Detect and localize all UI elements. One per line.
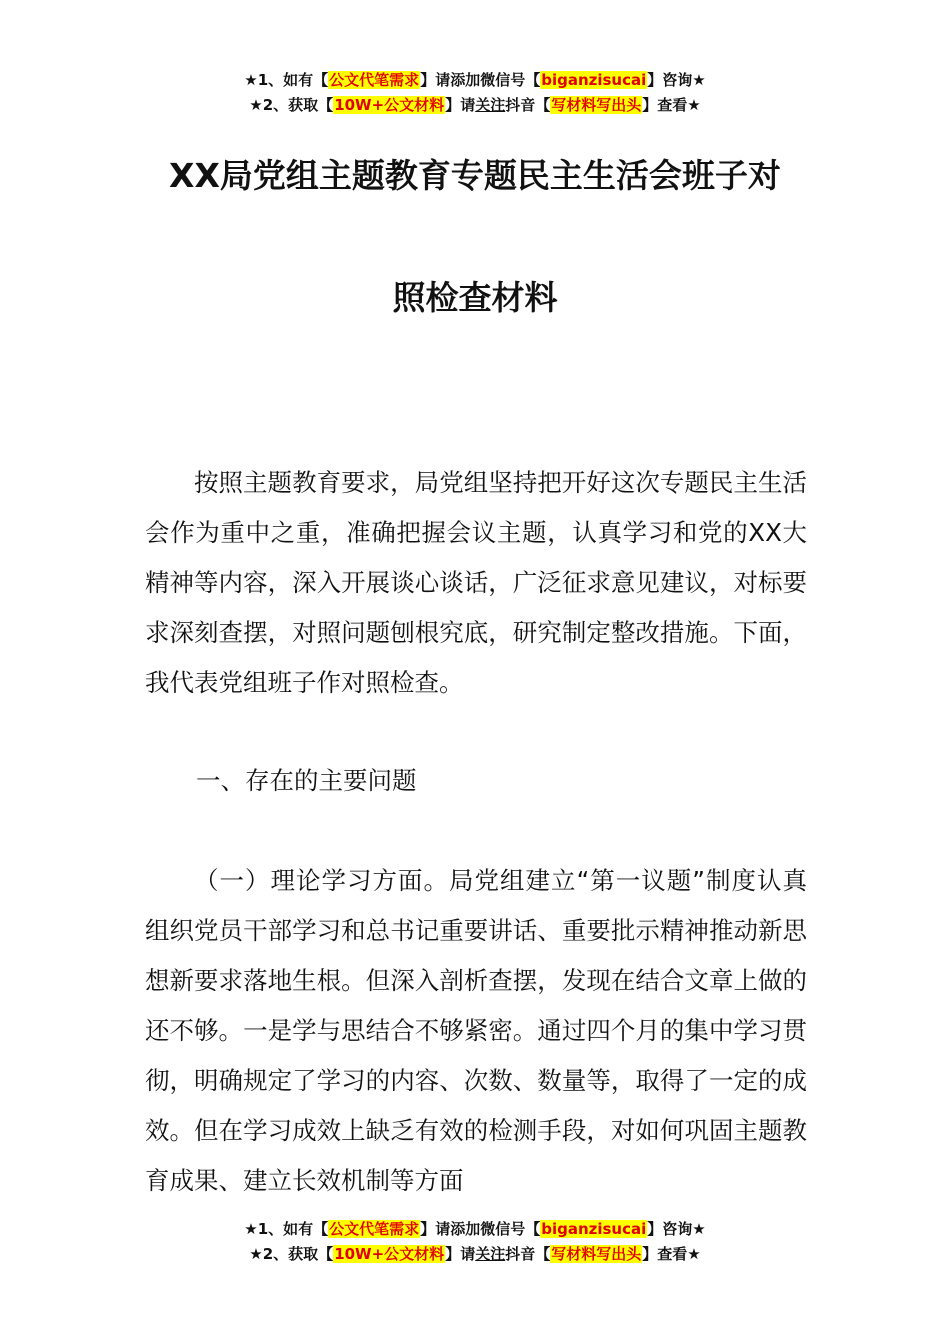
underlined-follow: 关注 (475, 1245, 506, 1263)
promo-line-2: ★2、获取【10W+公文材料】请关注抖音【写材料写出头】查看★ (249, 96, 701, 114)
highlight-service: 公文代笔需求 (329, 1220, 420, 1238)
document-title-line-1: XX局党组主题教育专题民主生活会班子对 (169, 156, 781, 195)
document-title-line-2: 照检查材料 (392, 278, 558, 317)
highlight-douyin-account: 写材料写出头 (551, 1245, 642, 1263)
underlined-follow: 关注 (475, 96, 506, 114)
section-paragraph: （一）理论学习方面。局党组建立“第一议题”制度认真组织党员干部学习和总书记重要讲话、重要批示精神推动新思想新要求落地生根。但深入剖析查摆，发现在结合文章上做的还不够。一是学与思结合不够紧密。通过四个月的集中学习贯彻，明确规定了学习的内容、次数、数量等，取得了一定的成效。但在学习成效上缺乏有效的检测手段，对如何巩固主题教育成果、建立长效机制等方面 (145, 866, 807, 1195)
highlight-materials: 10W+公文材料 (334, 96, 445, 114)
section-heading: 一、存在的主要问题 (196, 766, 417, 795)
promo-banner-bottom (0, 1217, 950, 1267)
highlight-wechat-id: biganzisucai (541, 1220, 647, 1238)
promo-line-1: ★1、如有【公文代笔需求】请添加微信号【biganzisucai】咨询★ (244, 1220, 706, 1238)
promo-line-1: ★1、如有【公文代笔需求】请添加微信号【biganzisucai】咨询★ (244, 71, 706, 89)
promo-banner-top (0, 68, 950, 118)
promo-line-2: ★2、获取【10W+公文材料】请关注抖音【写材料写出头】查看★ (249, 1245, 701, 1263)
intro-paragraph: 按照主题教育要求，局党组坚持把开好这次专题民主生活会作为重中之重，准确把握会议主题，认真学习和党的XX大精神等内容，深入开展谈心谈话，广泛征求意见建议，对标要求深刻查摆，对照问题刨根究底，研究制定整改措施。下面，我代表党组班子作对照检查。 (145, 468, 807, 697)
highlight-materials: 10W+公文材料 (334, 1245, 445, 1263)
highlight-wechat-id: biganzisucai (541, 71, 647, 89)
highlight-douyin-account: 写材料写出头 (551, 96, 642, 114)
highlight-service: 公文代笔需求 (329, 71, 420, 89)
